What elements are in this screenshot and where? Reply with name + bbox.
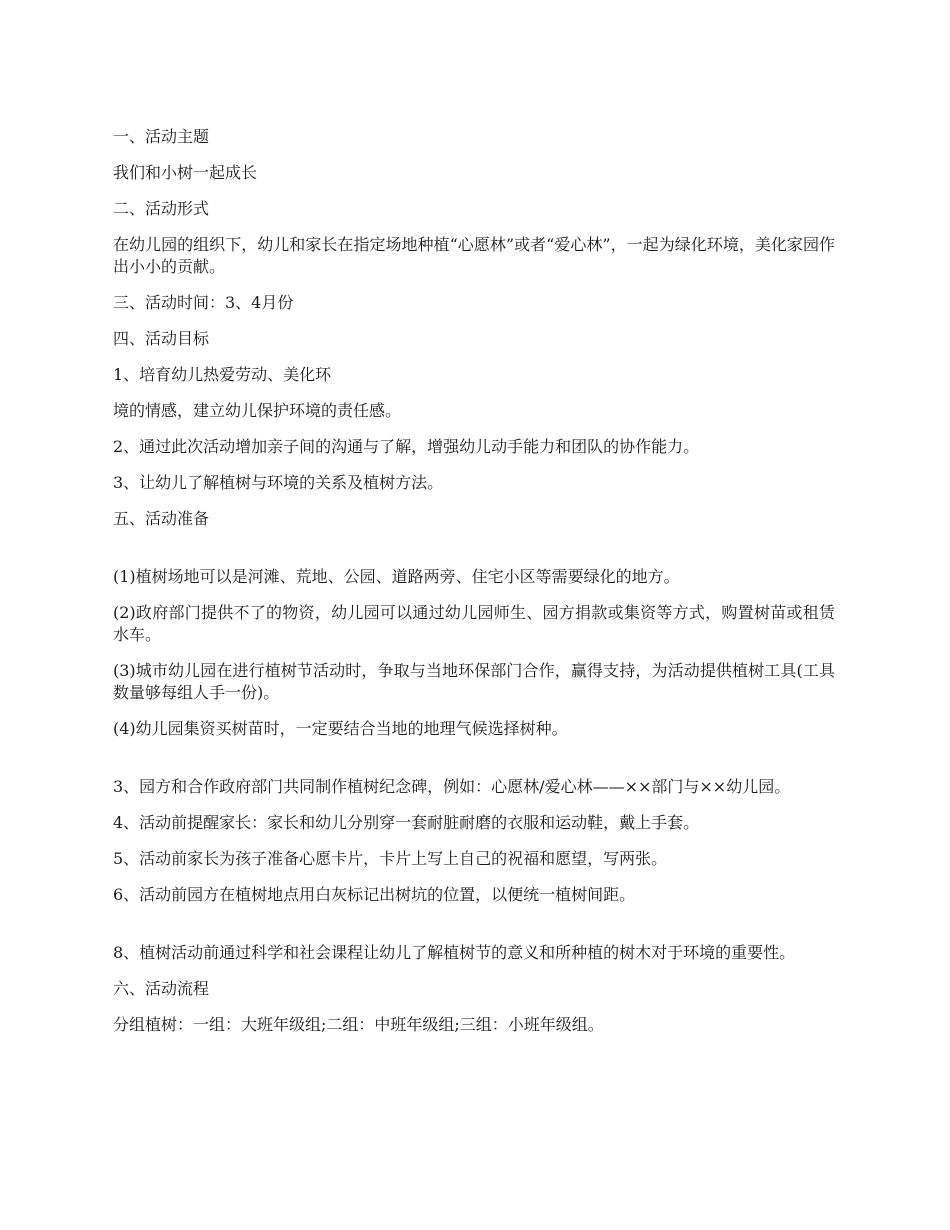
list-item: 1、培育幼儿热爱劳动、美化环 (113, 365, 332, 384)
document-body (113, 126, 835, 1050)
list-item: 3、园方和合作政府部门共同制作植树纪念碑，例如：心愿林/爱心林——××部门与××幼儿园。 (113, 777, 791, 796)
list-item: (2)政府部门提供不了的物资，幼儿园可以通过幼儿园师生、园方捐款或集资等方式，购置树苗或租赁水车。 (113, 603, 835, 644)
blank-line (113, 544, 835, 566)
section-heading: 二、活动形式 (113, 199, 210, 218)
section-heading: 一、活动主题 (113, 127, 210, 146)
paragraph: 我们和小树一起成长 (113, 163, 258, 182)
section-heading: 四、活动目标 (113, 329, 210, 348)
blank-line (113, 754, 835, 776)
section-heading: 五、活动准备 (113, 509, 210, 528)
list-item: 2、通过此次活动增加亲子间的沟通与了解，增强幼儿动手能力和团队的协作能力。 (113, 437, 700, 456)
list-item: 6、活动前园方在植树地点用白灰标记出树坑的位置，以便统一植树间距。 (113, 885, 636, 904)
section-heading: 三、活动时间：3、4月份 (113, 293, 294, 312)
paragraph: 在幼儿园的组织下，幼儿和家长在指定场地种植“心愿林”或者“爱心林”，一起为绿化环境，美化家园作出小小的贡献。 (113, 235, 835, 276)
paragraph: 分组植树：一组：大班年级组;二组：中班年级组;三组：小班年级组。 (113, 1015, 604, 1034)
blank-line (113, 920, 835, 942)
list-item: (4)幼儿园集资买树苗时，一定要结合当地的地理气候选择树种。 (113, 719, 568, 738)
paragraph: 境的情感，建立幼儿保护环境的责任感。 (113, 401, 402, 420)
list-item: 4、活动前提醒家长：家长和幼儿分别穿一套耐脏耐磨的衣服和运动鞋，戴上手套。 (113, 813, 700, 832)
list-item: (3)城市幼儿园在进行植树节活动时，争取与当地环保部门合作，赢得支持，为活动提供植树工具(工具数量够每组人手一份)。 (113, 661, 835, 702)
list-item: 3、让幼儿了解植树与环境的关系及植树方法。 (113, 473, 444, 492)
section-heading: 六、活动流程 (113, 979, 210, 998)
list-item: 5、活动前家长为孩子准备心愿卡片，卡片上写上自己的祝福和愿望，写两张。 (113, 849, 668, 868)
list-item: 8、植树活动前通过科学和社会课程让幼儿了解植树节的意义和所种植的树木对于环境的重要性。 (113, 943, 796, 962)
list-item: (1)植树场地可以是河滩、荒地、公园、道路两旁、住宅小区等需要绿化的地方。 (113, 567, 680, 586)
